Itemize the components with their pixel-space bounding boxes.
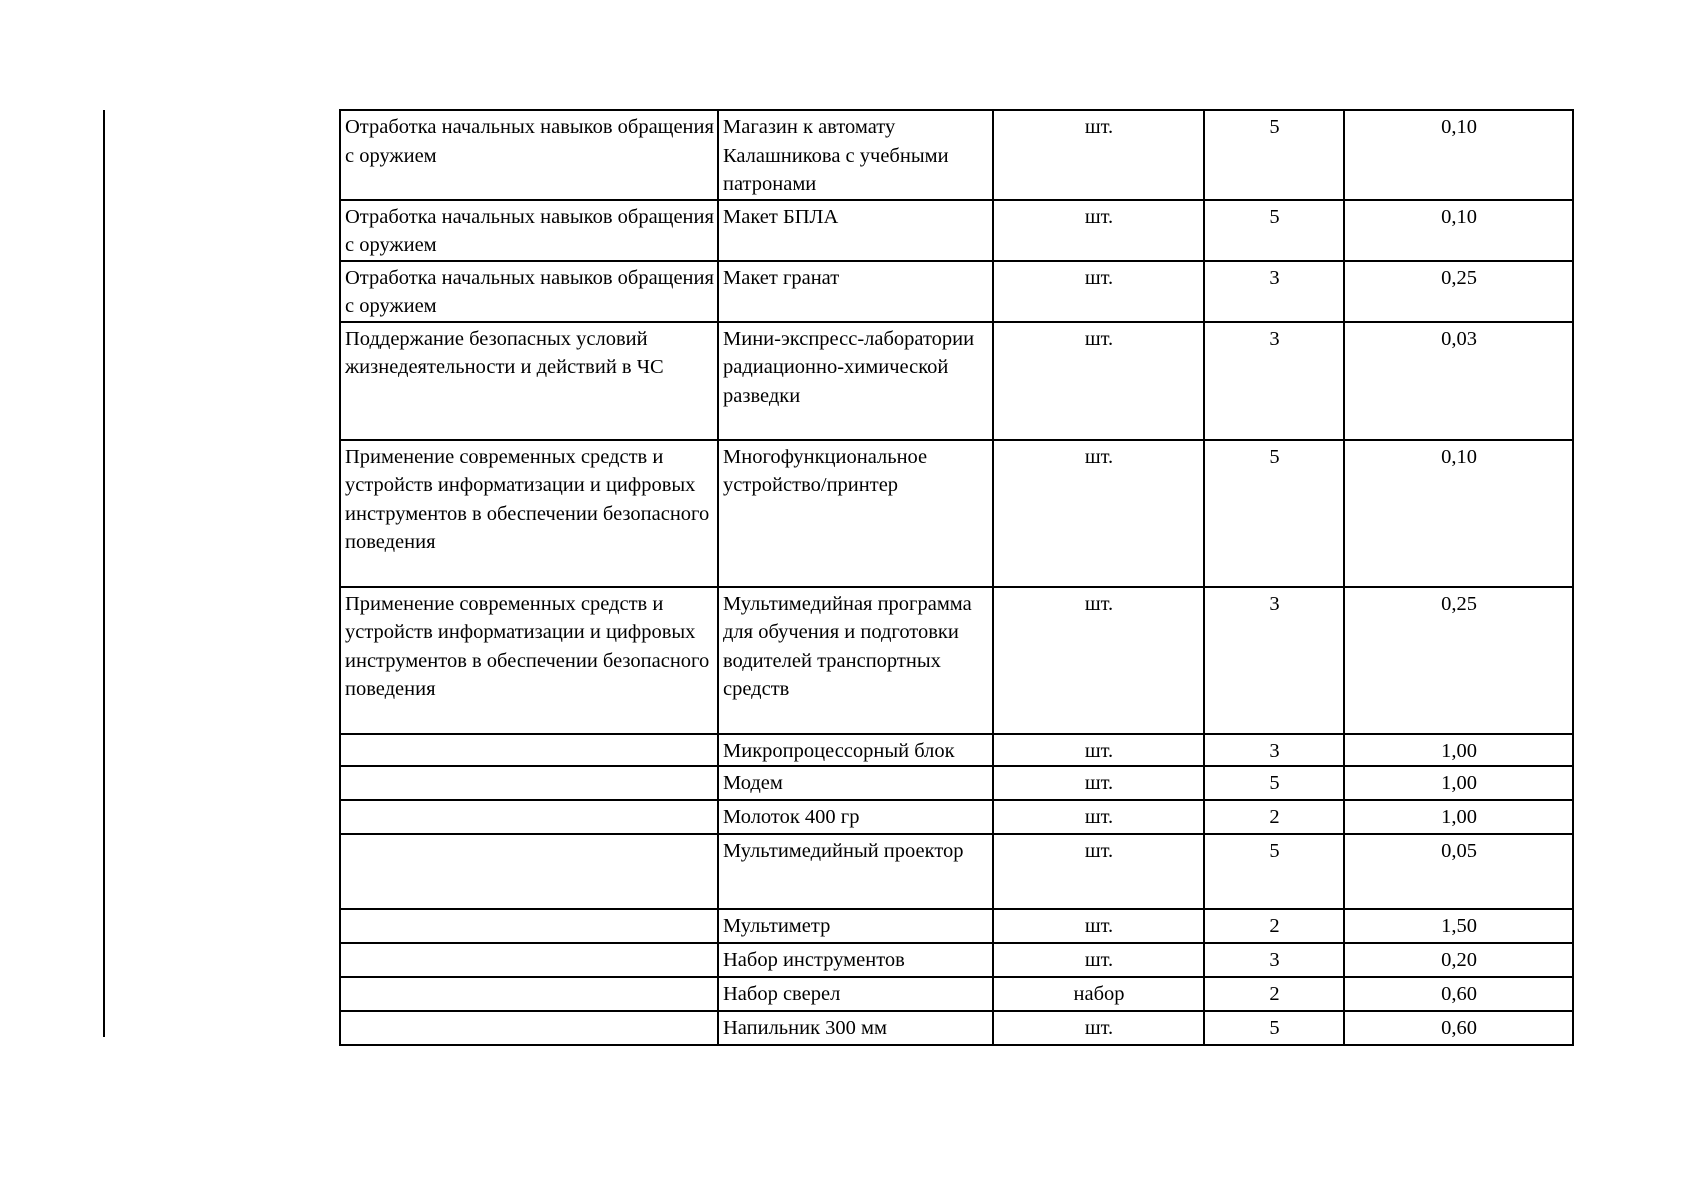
quantity-cell: 5 — [1204, 110, 1344, 200]
quantity-cell: 5 — [1204, 200, 1344, 261]
unit-cell: шт. — [993, 909, 1204, 943]
activity-cell: Отработка начальных навыков обращения с оружием — [340, 110, 718, 200]
quantity-cell: 3 — [1204, 587, 1344, 734]
coefficient-cell: 0,60 — [1344, 977, 1573, 1011]
coefficient-cell: 0,25 — [1344, 261, 1573, 322]
unit-cell: шт. — [993, 1011, 1204, 1045]
item-cell: Многофункциональное устройство/принтер — [718, 440, 993, 587]
quantity-cell: 5 — [1204, 834, 1344, 909]
equipment-table — [339, 109, 1574, 1046]
item-cell: Набор инструментов — [718, 943, 993, 977]
table-row — [340, 200, 1573, 261]
item-cell: Молоток 400 гр — [718, 800, 993, 834]
unit-cell: шт. — [993, 800, 1204, 834]
item-cell: Мини-экспресс-лаборатории радиационно-химической разведки — [718, 322, 993, 440]
unit-cell: набор — [993, 977, 1204, 1011]
item-cell: Набор сверел — [718, 977, 993, 1011]
activity-cell — [340, 943, 718, 977]
quantity-cell: 3 — [1204, 322, 1344, 440]
unit-cell: шт. — [993, 943, 1204, 977]
item-cell: Микропроцессорный блок — [718, 734, 993, 767]
activity-cell: Отработка начальных навыков обращения с оружием — [340, 261, 718, 322]
left-margin-rule — [103, 110, 105, 1037]
activity-cell — [340, 734, 718, 767]
coefficient-cell: 0,60 — [1344, 1011, 1573, 1045]
unit-cell: шт. — [993, 834, 1204, 909]
table-row — [340, 734, 1573, 767]
coefficient-cell: 0,03 — [1344, 322, 1573, 440]
table-row — [340, 110, 1573, 200]
quantity-cell: 3 — [1204, 734, 1344, 767]
item-cell: Мультимедийная программа для обучения и подготовки водителей транспортных средств — [718, 587, 993, 734]
item-cell: Макет гранат — [718, 261, 993, 322]
activity-cell — [340, 909, 718, 943]
table-row — [340, 766, 1573, 800]
quantity-cell: 5 — [1204, 766, 1344, 800]
coefficient-cell: 0,25 — [1344, 587, 1573, 734]
activity-cell — [340, 800, 718, 834]
activity-cell: Поддержание безопасных условий жизнедеятельности и действий в ЧС — [340, 322, 718, 440]
table-row — [340, 587, 1573, 734]
item-cell: Модем — [718, 766, 993, 800]
activity-cell: Отработка начальных навыков обращения с оружием — [340, 200, 718, 261]
unit-cell: шт. — [993, 766, 1204, 800]
item-cell: Мультиметр — [718, 909, 993, 943]
activity-cell — [340, 977, 718, 1011]
unit-cell: шт. — [993, 322, 1204, 440]
unit-cell: шт. — [993, 110, 1204, 200]
table-row — [340, 909, 1573, 943]
table-row — [340, 977, 1573, 1011]
item-cell: Макет БПЛА — [718, 200, 993, 261]
table-row — [340, 834, 1573, 909]
unit-cell: шт. — [993, 440, 1204, 587]
activity-cell — [340, 766, 718, 800]
coefficient-cell: 0,05 — [1344, 834, 1573, 909]
item-cell: Напильник 300 мм — [718, 1011, 993, 1045]
table-row — [340, 322, 1573, 440]
item-cell: Магазин к автомату Калашникова с учебными патронами — [718, 110, 993, 200]
activity-cell: Применение современных средств и устройств информатизации и цифровых инструментов в обеспечении безопасного поведения — [340, 440, 718, 587]
unit-cell: шт. — [993, 261, 1204, 322]
quantity-cell: 2 — [1204, 977, 1344, 1011]
unit-cell: шт. — [993, 734, 1204, 767]
quantity-cell: 2 — [1204, 800, 1344, 834]
coefficient-cell: 0,20 — [1344, 943, 1573, 977]
activity-cell: Применение современных средств и устройств информатизации и цифровых инструментов в обеспечении безопасного поведения — [340, 587, 718, 734]
coefficient-cell: 0,10 — [1344, 440, 1573, 587]
quantity-cell: 3 — [1204, 261, 1344, 322]
quantity-cell: 3 — [1204, 943, 1344, 977]
table-row — [340, 800, 1573, 834]
coefficient-cell: 1,00 — [1344, 766, 1573, 800]
table-row — [340, 440, 1573, 587]
unit-cell: шт. — [993, 200, 1204, 261]
coefficient-cell: 1,00 — [1344, 800, 1573, 834]
quantity-cell: 5 — [1204, 1011, 1344, 1045]
table-row — [340, 1011, 1573, 1045]
activity-cell — [340, 1011, 718, 1045]
coefficient-cell: 1,50 — [1344, 909, 1573, 943]
coefficient-cell: 0,10 — [1344, 200, 1573, 261]
unit-cell: шт. — [993, 587, 1204, 734]
coefficient-cell: 1,00 — [1344, 734, 1573, 767]
quantity-cell: 2 — [1204, 909, 1344, 943]
coefficient-cell: 0,10 — [1344, 110, 1573, 200]
item-cell: Мультимедийный проектор — [718, 834, 993, 909]
table-row — [340, 943, 1573, 977]
table-row — [340, 261, 1573, 322]
quantity-cell: 5 — [1204, 440, 1344, 587]
activity-cell — [340, 834, 718, 909]
